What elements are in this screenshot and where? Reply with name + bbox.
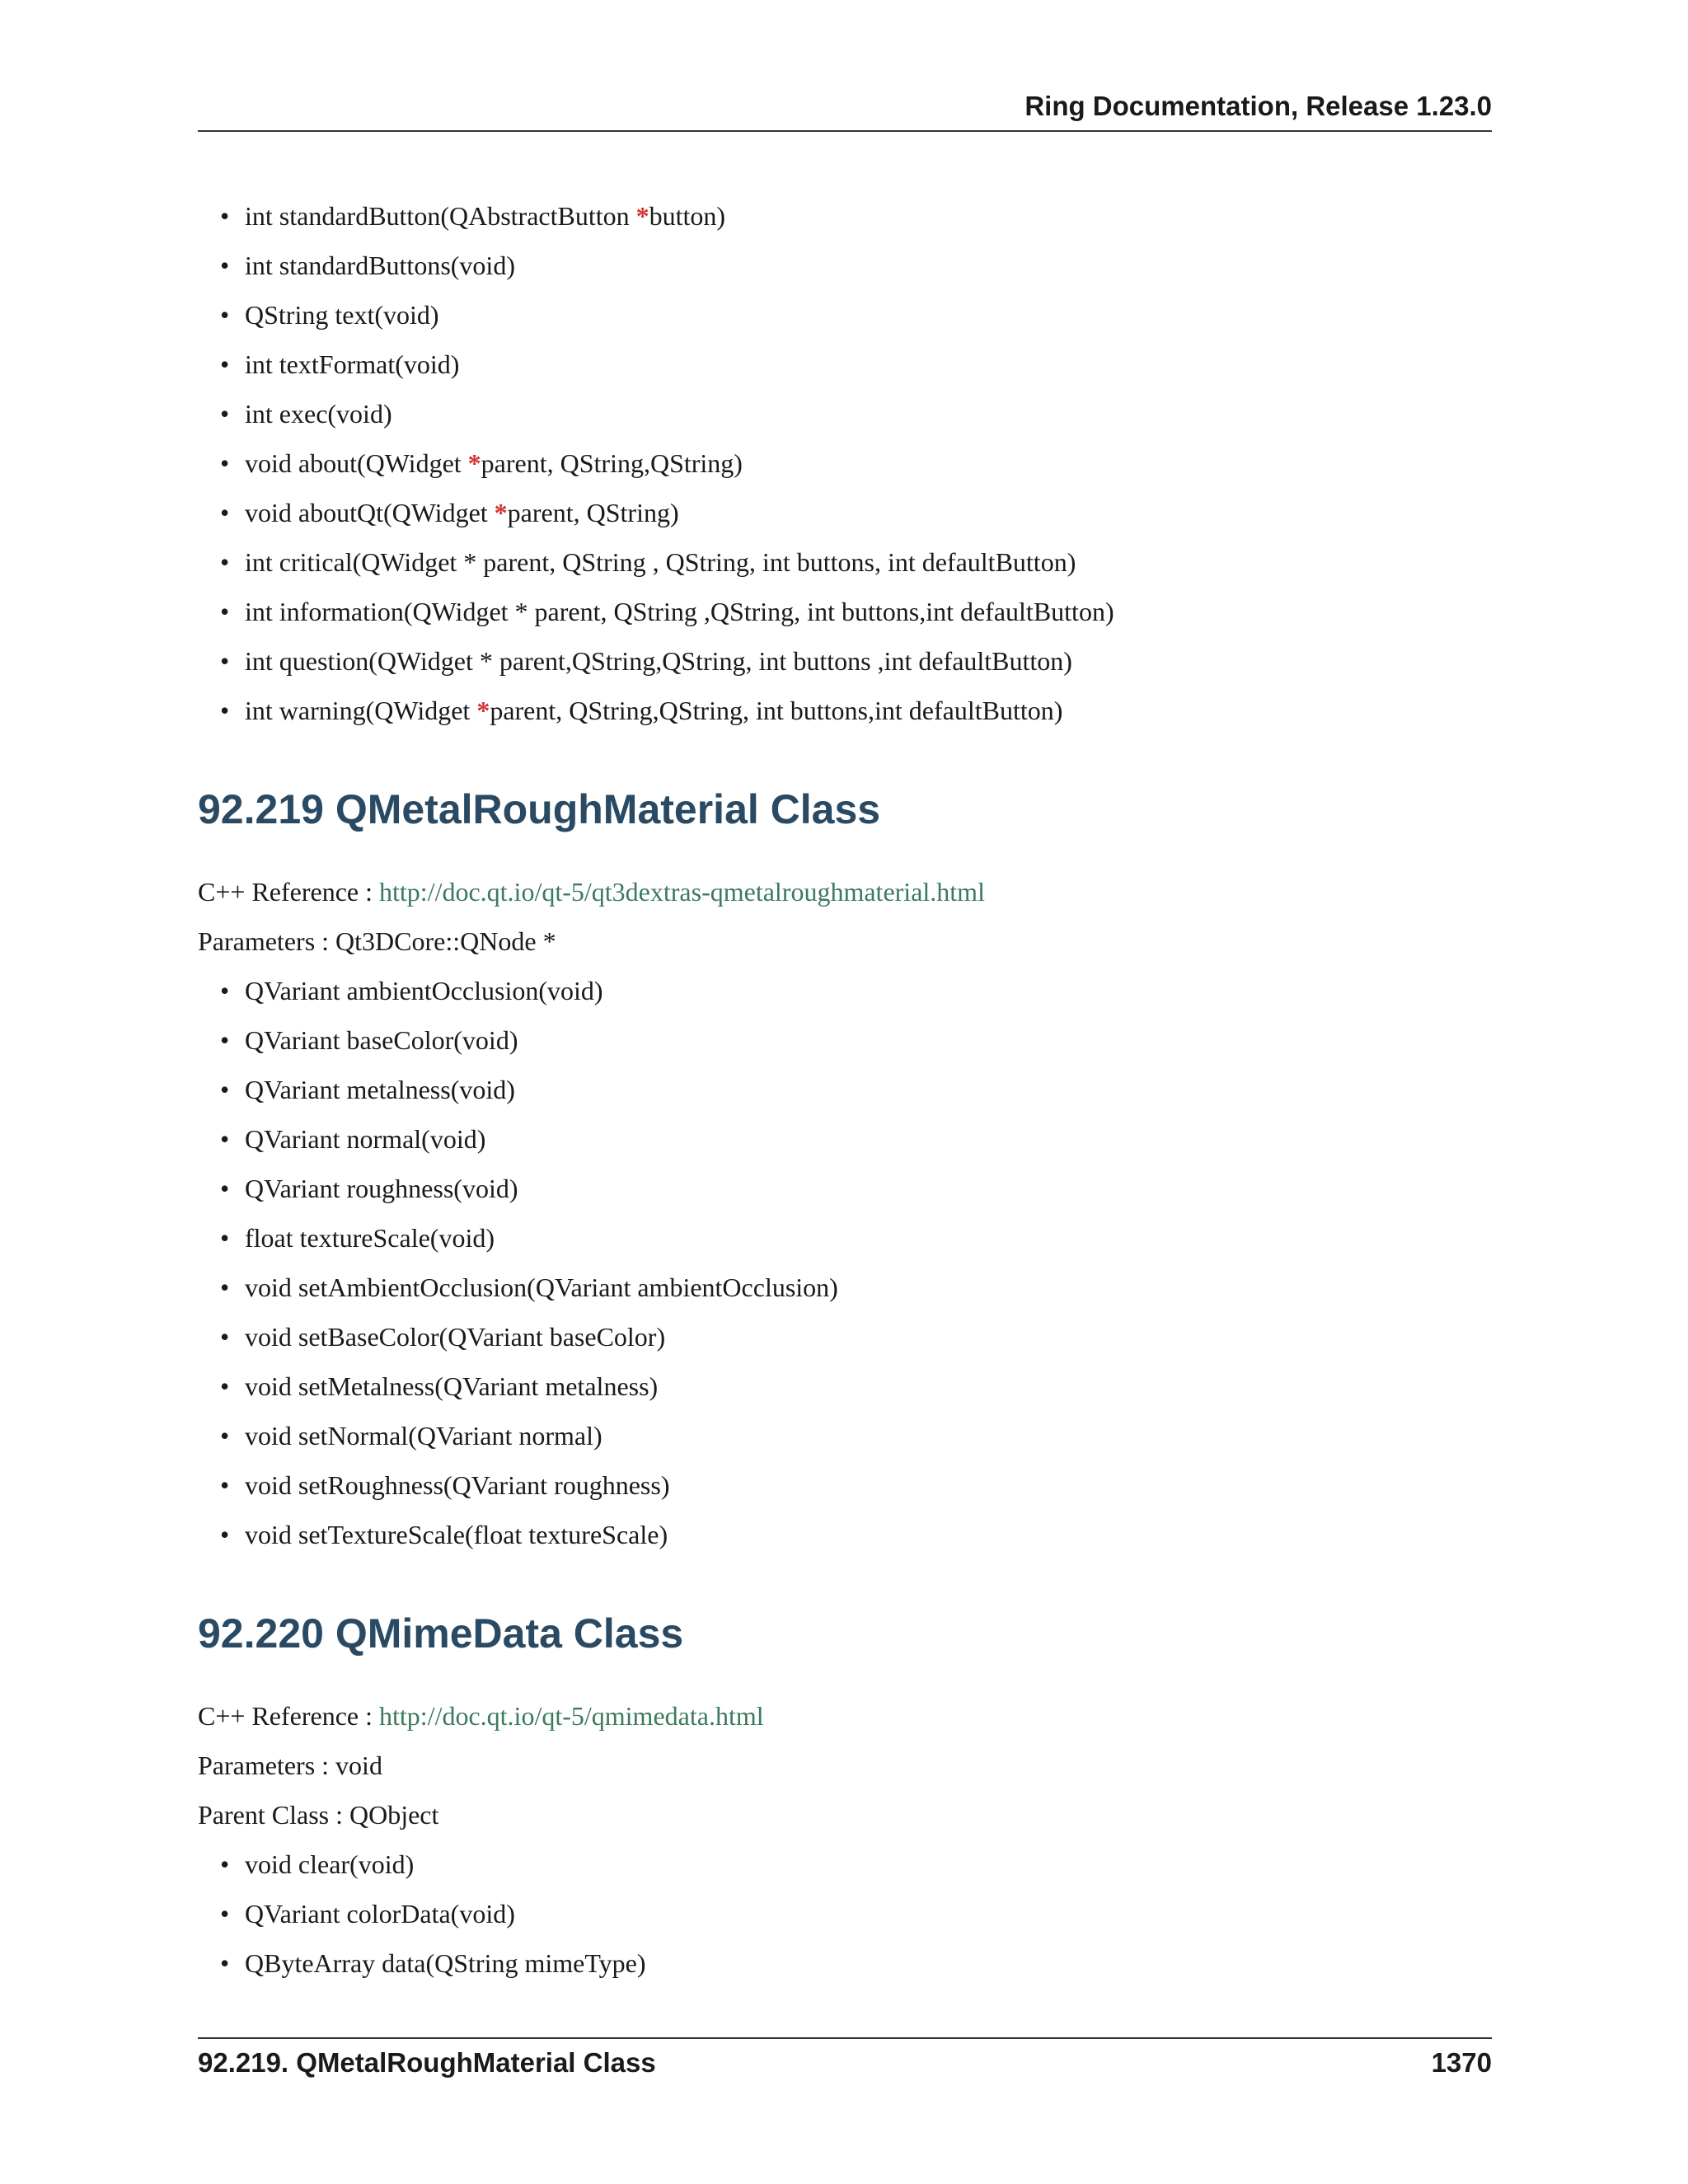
parent-class-line: Parent Class : QObject <box>198 1800 439 1830</box>
method-item: • QVariant metalness(void) <box>245 1065 1492 1114</box>
cpp-reference-link[interactable]: http://doc.qt.io/qt-5/qmimedata.html <box>379 1701 764 1731</box>
page-footer <box>198 2037 1492 2080</box>
method-item: • QVariant ambientOcclusion(void) <box>245 966 1492 1015</box>
method-item: • float textureScale(void) <box>245 1213 1492 1263</box>
method-item: • void setRoughness(QVariant roughness) <box>245 1460 1492 1510</box>
method-item: • int exec(void) <box>245 389 1492 438</box>
page-content <box>198 191 1492 1988</box>
running-title: Ring Documentation, Release 1.23.0 <box>1025 91 1492 121</box>
method-item: • void setMetalness(QVariant metalness) <box>245 1361 1492 1411</box>
method-item: • int standardButtons(void) <box>245 241 1492 290</box>
method-item: • void clear(void) <box>245 1840 1492 1889</box>
parameters-line: Parameters : Qt3DCore::QNode * <box>198 926 556 956</box>
section-heading-qmimedata: 92.220 QMimeData Class <box>198 1610 684 1657</box>
method-item: • QString text(void) <box>245 290 1492 340</box>
cpp-reference: C++ Reference : http://doc.qt.io/qt-5/qmimedata.html <box>198 1701 764 1731</box>
method-item: • int standardButton(QAbstractButton *button) <box>245 191 1492 241</box>
method-item: • QVariant roughness(void) <box>245 1164 1492 1213</box>
method-item: • void about(QWidget *parent, QString,QString) <box>245 438 1492 488</box>
qmimedata-method-list <box>198 1840 1492 1988</box>
method-item: • void setTextureScale(float textureScale) <box>245 1510 1492 1559</box>
cpp-reference-link[interactable]: http://doc.qt.io/qt-5/qt3dextras-qmetalroughmaterial.html <box>379 877 985 907</box>
method-item: • QVariant normal(void) <box>245 1114 1492 1164</box>
method-item: • int critical(QWidget * parent, QString , QString, int buttons, int defaultButton) <box>245 537 1492 587</box>
page-number: 1370 <box>1431 2047 1492 2078</box>
page-header <box>198 91 1492 132</box>
footer-section-title: 92.219. QMetalRoughMaterial Class <box>198 2047 656 2078</box>
method-item: • QVariant colorData(void) <box>245 1889 1492 1938</box>
qmetalroughmaterial-method-list <box>198 966 1492 1559</box>
cpp-reference: C++ Reference : http://doc.qt.io/qt-5/qt3dextras-qmetalroughmaterial.html <box>198 877 985 907</box>
method-item: • void aboutQt(QWidget *parent, QString) <box>245 488 1492 537</box>
method-item: • int textFormat(void) <box>245 340 1492 389</box>
method-item: • void setNormal(QVariant normal) <box>245 1411 1492 1460</box>
method-item: • int warning(QWidget *parent, QString,QString, int buttons,int defaultButton) <box>245 686 1492 735</box>
qmessagebox-method-list <box>198 191 1492 735</box>
method-item: • QVariant baseColor(void) <box>245 1015 1492 1065</box>
method-item: • int information(QWidget * parent, QString ,QString, int buttons,int defaultButton) <box>245 587 1492 636</box>
section-heading-qmetalroughmaterial: 92.219 QMetalRoughMaterial Class <box>198 786 881 832</box>
method-item: • void setBaseColor(QVariant baseColor) <box>245 1312 1492 1361</box>
method-item: • void setAmbientOcclusion(QVariant ambientOcclusion) <box>245 1263 1492 1312</box>
parameters-line: Parameters : void <box>198 1750 382 1780</box>
method-item: • int question(QWidget * parent,QString,QString, int buttons ,int defaultButton) <box>245 636 1492 686</box>
method-item: • QByteArray data(QString mimeType) <box>245 1938 1492 1988</box>
